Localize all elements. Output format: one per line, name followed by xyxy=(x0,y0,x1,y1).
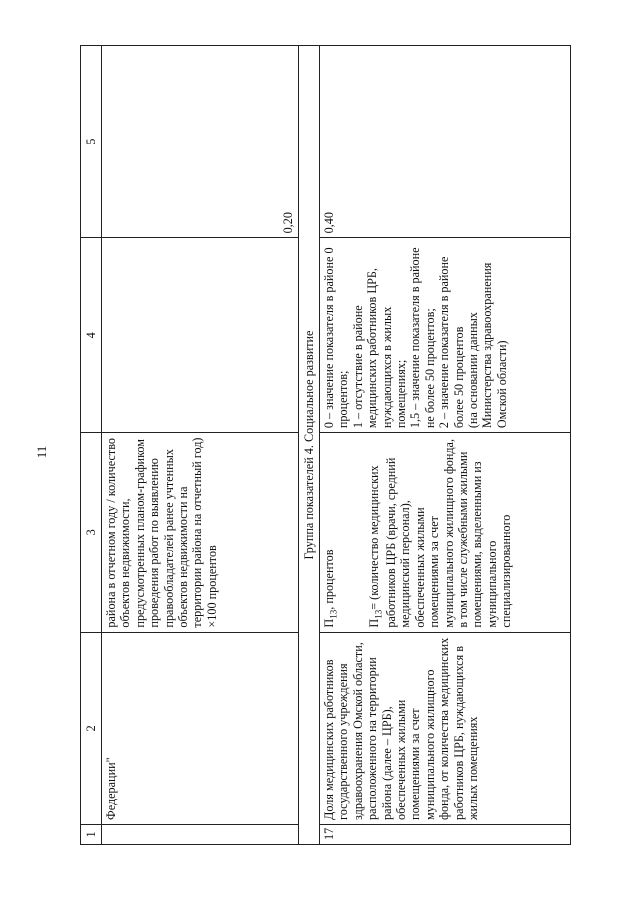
scoring-line: 1 – отсутствие в районе медицинских работников ЦРБ, нуждающихся в жилых помещениях; xyxy=(350,268,408,429)
scoring-line: 1,5 – значение показателя в районе не более 50 процентов; xyxy=(408,247,437,429)
spacer xyxy=(339,437,367,627)
scoring-source: (на основании данных Министерства здравоохранения Омской области) xyxy=(465,262,509,429)
scoring-line: 2 – значение показателя в районе более 50 процентов xyxy=(437,256,466,429)
cell-indicator-name: Доля медицинских работников государственного учреждения здравоохранения Омской области, расположенного на территории района (далее – ЦРБ), обеспеченных жилыми помещениями за счет муниципального жилищного фонда, от количества медицинских работников ЦРБ, нуждающихся в жилых помещениях xyxy=(320,632,571,824)
cell-scoring xyxy=(320,238,571,433)
group-title: Группа показателей 4. Социальное развитие xyxy=(299,46,320,845)
row-number: 17 xyxy=(320,824,571,844)
group-row xyxy=(299,46,320,845)
unit-line: $П_{13}$, процентов xyxy=(322,549,339,628)
header-col-2: 2 xyxy=(81,632,102,824)
scoring-line: 0 – значение показателя в районе 0 процентов; xyxy=(322,247,351,429)
header-col-5: 5 xyxy=(81,46,102,238)
cell-weight: 0,20 xyxy=(102,46,299,238)
page-number: 11 xyxy=(34,445,49,459)
rotated-table-wrapper xyxy=(80,45,620,845)
header-col-3: 3 xyxy=(81,433,102,632)
cell-weight: 0,40 xyxy=(320,46,571,238)
header-col-1: 1 xyxy=(81,824,102,844)
table-header-row xyxy=(81,46,102,845)
formula-text: $П_{13}=$ (количество медицинских работников ЦРБ (врачи, средний медицинский персонал), обеспеченных жилыми помещениями за счет муниципального жилищного фонда, в том числе служебными жилыми помещениями, выделенными из муниципального специализированного xyxy=(367,438,514,628)
cell-num xyxy=(102,824,299,844)
cell-formula: района в отчетном году / количество объектов недвижимости, предусмотренных планом-графиком проведения работ по выявлению правообладателей ранее учтенных объектов недвижимости на территории района на отчетный год) ×100 процентов xyxy=(102,433,299,632)
table-row xyxy=(102,46,299,845)
header-col-4: 4 xyxy=(81,238,102,433)
cell-formula xyxy=(320,433,571,632)
cell-scoring xyxy=(102,238,299,433)
indicators-table xyxy=(80,45,571,845)
cell-indicator-name: Федерации" xyxy=(102,632,299,824)
table-row xyxy=(320,46,571,845)
